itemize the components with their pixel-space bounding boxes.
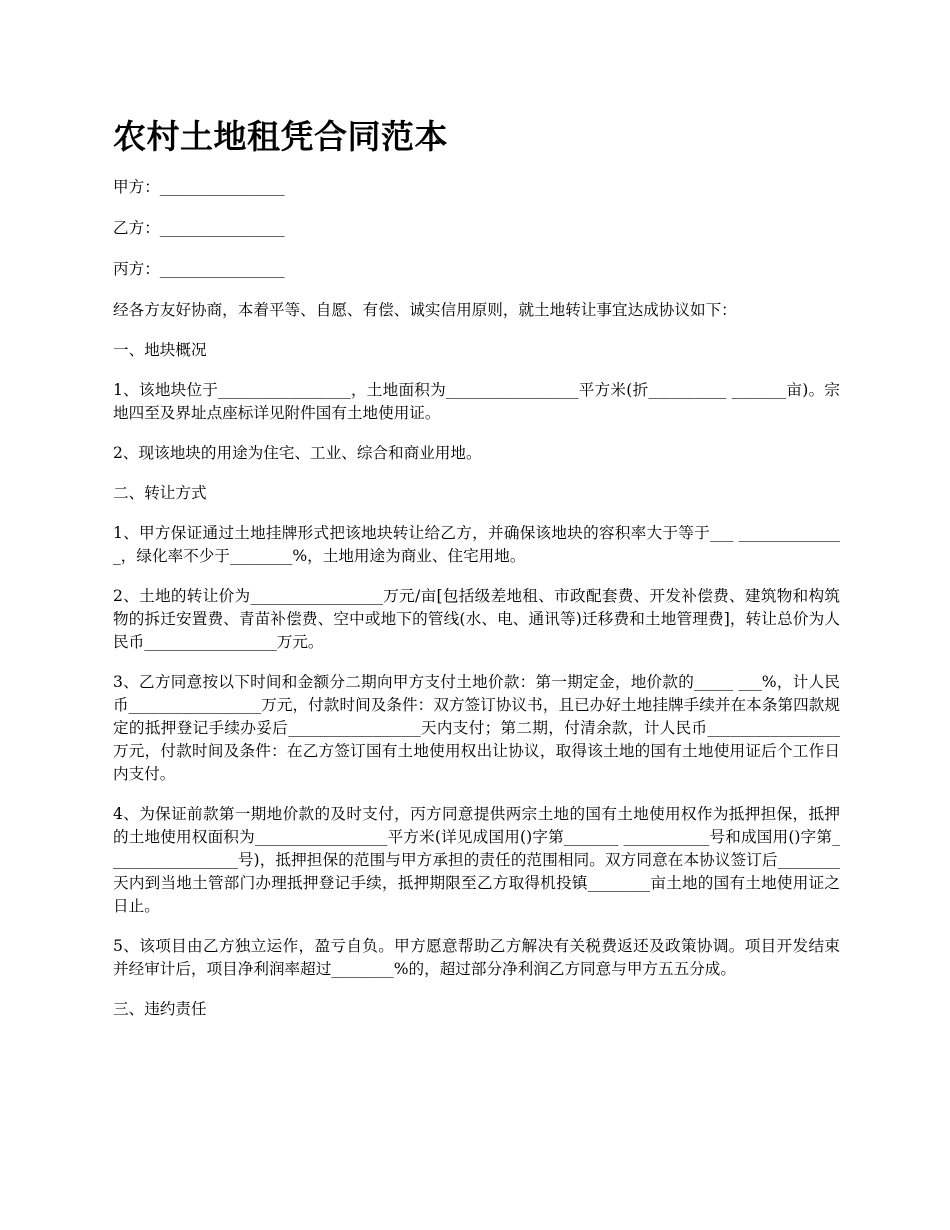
clause-2-4-mortgage: 4、为保证前款第一期地价款的及时支付，丙方同意提供两宗土地的国有土地使用权作为抵押担保，抵押的土地使用权面积为_________________平方米(详见成国用()字第_______ ___________号和成国用()字第_________________号)，抵押担保的范围与甲方承担的责任的范围相同。双方同意在本协议签订后________天内到当地土管部门办理抵押登记手续，抵押期限至乙方取得机投镇________亩土地的国有土地使用证之日止。 [113, 805, 840, 915]
section-heading-transfer-method: 二、转让方式 [113, 484, 207, 502]
clause-1-2-usage: 2、现该地块的用途为住宅、工业、综合和商业用地。 [113, 444, 482, 462]
clause-2-3-payment: 3、乙方同意按以下时间和金额分二期向甲方支付土地价款：第一期定金，地价款的_____ ___%，计人民币_________________万元，付款时间及条件：双方签订协议书，且已办好土地挂牌手续并在本条第四款规定的抵押登记手续办妥后_________________天内支付；第二期，付清余款，计人民币_________________万元，付款时间及条件：在乙方签订国有土地使用权出让协议，取得该土地的国有土地使用证后个工作日内支付。 [113, 673, 840, 783]
clause-2-1-listing: 1、甲方保证通过土地挂牌形式把该地块转让给乙方，并确保该地块的容积率大于等于___ ______________，绿化率不少于________%，土地用途为商业、住宅用地。 [113, 524, 840, 565]
clause-2-2-price: 2、土地的转让价为_________________万元/亩[包括级差地租、市政配套费、开发补偿费、建筑物和构筑物的拆迁安置费、青苗补偿费、空中或地下的管线(水、电、通讯等)迁移费和土地管理费]，转让总价为人民币_________________万元。 [113, 587, 840, 651]
party-a-line: 甲方：________________ [113, 178, 285, 196]
clause-2-5-profit: 5、该项目由乙方独立运作，盈亏自负。甲方愿意帮助乙方解决有关税费返还及政策协调。项目开发结束并经审计后，项目净利润率超过________%的，超过部分净利润乙方同意与甲方五五分成。 [113, 937, 840, 978]
section-heading-land-overview: 一、地块概况 [113, 341, 207, 359]
document-title: 农村土地租凭合同范本 [113, 117, 448, 156]
intro-paragraph: 经各方友好协商，本着平等、自愿、有偿、诚实信用原则，就土地转让事宜达成协议如下： [113, 301, 737, 319]
party-c-line: 丙方：________________ [113, 260, 285, 278]
section-heading-liability: 三、违约责任 [113, 1000, 207, 1018]
clause-1-1-location: 1、该地块位于_________________，土地面积为_________________平方米(折__________ _______亩)。宗地四至及界址点座标详见附件国有土地使用证。 [113, 381, 840, 422]
party-b-line: 乙方：________________ [113, 219, 285, 237]
document-page [113, 112, 840, 1038]
